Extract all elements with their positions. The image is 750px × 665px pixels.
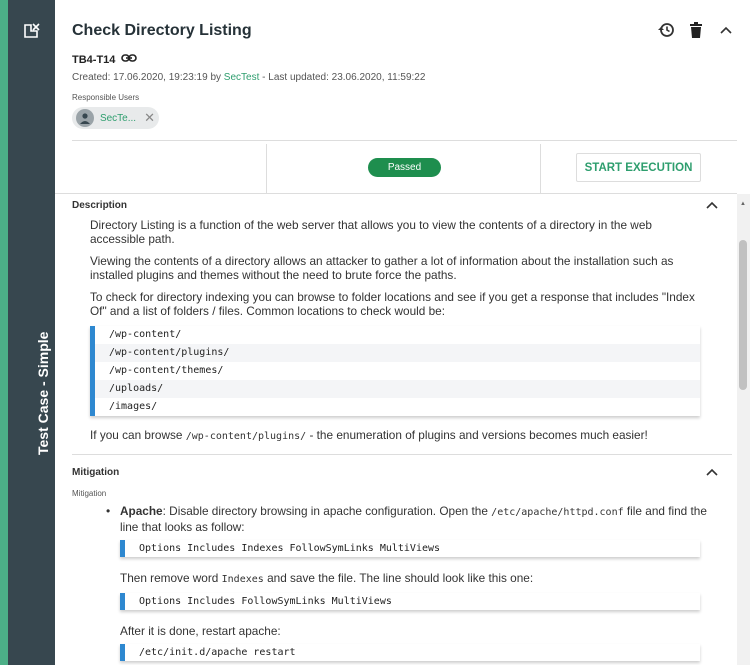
- divider: [540, 144, 541, 193]
- sidebar-stripe: [0, 0, 8, 665]
- remove-user-icon[interactable]: ✕: [144, 110, 155, 125]
- text-span: : Disable directory browsing in apache configuration. Open the: [162, 504, 492, 518]
- collapse-icon[interactable]: [23, 22, 41, 40]
- list-item: [102, 504, 710, 661]
- apache-label: Apache: [120, 504, 163, 518]
- responsible-user-name: SecTe...: [99, 112, 137, 124]
- mitigation-header[interactable]: [72, 455, 732, 489]
- updated-text: - Last updated: 23.06.2020, 11:59:22: [259, 72, 426, 83]
- text-span: Then remove word: [120, 571, 222, 585]
- mitigation-paragraph: [120, 504, 710, 534]
- description-paragraph: [90, 428, 710, 444]
- history-icon[interactable]: [656, 20, 676, 40]
- avatar: [76, 109, 94, 127]
- divider: [266, 144, 267, 193]
- link-icon[interactable]: [121, 53, 137, 66]
- chevron-up-icon[interactable]: [706, 198, 718, 212]
- page-title: Check Directory Listing: [72, 22, 252, 39]
- status-row: [72, 141, 737, 193]
- description-paragraph: To check for directory indexing you can browse to folder locations and see if you get a response that includes "Index Of" and a list of folders / files. Common locations to check would be:: [90, 290, 695, 318]
- header: [72, 0, 750, 140]
- case-meta: [72, 72, 425, 83]
- code-block: Options Includes FollowSymLinks MultiViews: [120, 593, 700, 610]
- description-paragraph: Viewing the contents of a directory allows an attacker to gather a lot of information about the installation such as installed plugins and themes without the need to brute force the paths.: [90, 254, 674, 282]
- inline-code: Indexes: [221, 574, 264, 585]
- mitigation-paragraph: [120, 571, 710, 587]
- created-text: Created: 17.06.2020, 19:23:19 by: [72, 72, 224, 83]
- code-line: /wp-content/: [109, 329, 182, 340]
- status-badge: Passed: [368, 158, 441, 177]
- text-span: file and find the line that looks as follow:: [120, 504, 707, 534]
- sidebar-label: Test Case - Simple: [35, 331, 51, 455]
- code-line: /wp-content/plugins/: [95, 344, 700, 362]
- start-execution-button[interactable]: START EXECUTION: [576, 153, 701, 182]
- description-header[interactable]: [72, 194, 732, 218]
- delete-icon[interactable]: [686, 20, 706, 40]
- text-span: and save the file. The line should look like this one:: [263, 571, 534, 585]
- code-line: /wp-content/themes/: [109, 365, 224, 376]
- case-id: [72, 53, 137, 66]
- code-block: /etc/init.d/apache restart: [120, 644, 700, 661]
- mitigation-heading: Mitigation: [72, 467, 120, 478]
- paths-code-block: [90, 326, 700, 416]
- text-span: - the enumeration of plugins and versions becomes much easier!: [306, 428, 648, 442]
- description-paragraph: Directory Listing is a function of the web server that allows you to view the contents of a directory in the web accessible path.: [90, 218, 652, 246]
- chevron-up-icon[interactable]: [706, 465, 718, 479]
- text-span: If you can browse: [90, 428, 186, 442]
- code-line: /images/: [109, 401, 158, 412]
- responsible-users-label: Responsible Users: [72, 93, 140, 102]
- inline-code: /etc/apache/httpd.conf: [491, 507, 624, 518]
- inline-code: /wp-content/plugins/: [185, 431, 307, 442]
- code-line: /uploads/: [95, 380, 700, 398]
- mitigation-body: [72, 504, 732, 661]
- mitigation-sublabel: Mitigation: [72, 489, 107, 498]
- sidebar: [0, 0, 55, 665]
- responsible-user-chip[interactable]: [72, 107, 159, 129]
- code-block: Options Includes Indexes FollowSymLinks MultiViews: [120, 540, 700, 557]
- scrollbar[interactable]: [737, 194, 750, 665]
- scroll-up-icon[interactable]: ▲: [740, 201, 746, 207]
- content-panel[interactable]: [72, 194, 732, 665]
- description-body: [72, 218, 732, 444]
- mitigation-paragraph: After it is done, restart apache:: [120, 624, 281, 638]
- chevron-up-icon[interactable]: [716, 20, 736, 40]
- case-id-text: TB4-T14: [72, 53, 116, 66]
- description-heading: Description: [72, 200, 128, 211]
- creator-link[interactable]: SecTest: [223, 72, 260, 83]
- scrollbar-thumb[interactable]: [739, 240, 747, 390]
